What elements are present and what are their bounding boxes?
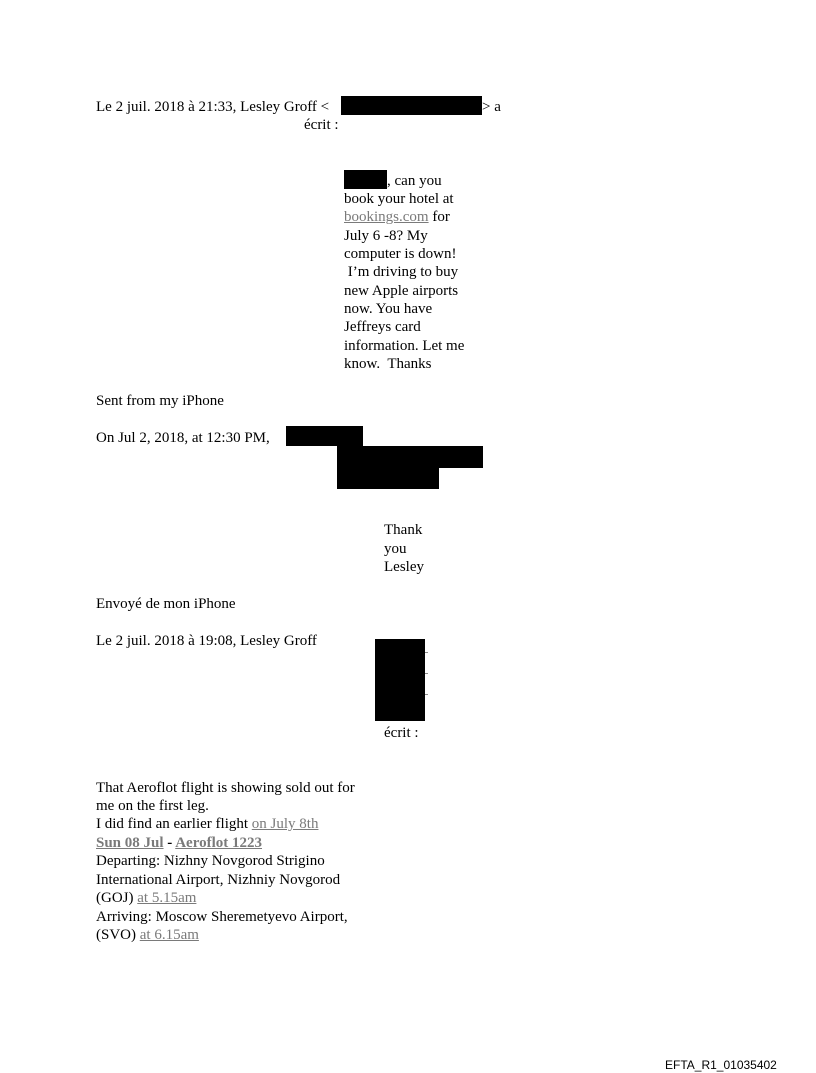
message-text: I did find an earlier flight [96,816,252,832]
message-line: information. Let me [344,338,465,354]
underline-fragment [425,652,428,653]
message-line [96,926,199,944]
message-line: I’m driving to buy [344,264,459,280]
header-text: Le 2 juil. 2018 à 21:33, Lesley Groff < [96,99,330,115]
document-id: EFTA_R1_01035402 [665,1058,777,1072]
header-ecrit: écrit : [384,725,419,741]
redaction-box [286,426,363,446]
underline-fragment [425,673,428,674]
message-line: now. You have [344,301,433,317]
message-line: Jeffreys card [344,319,421,335]
separator: - [163,835,176,851]
message-text: for [428,209,450,225]
message-line: you [384,541,407,557]
departure-time-link[interactable]: at 5.15am [137,890,197,906]
message-line: computer is down! [344,246,457,262]
header-ecrit: écrit : [304,117,339,133]
message-line: new Apple airports [344,283,459,299]
message-line: Thank [384,522,423,538]
bookings-link[interactable]: bookings.com [344,209,429,225]
message-line: International Airport, Nizhniy Novgorod [96,872,341,888]
message-line: Lesley [384,559,424,575]
message-line: me on the first leg. [96,798,209,814]
message-line: know. Thanks [344,356,432,372]
flight-line [96,834,262,852]
redaction-box [344,170,387,189]
redaction-box [337,446,439,489]
message-text: (GOJ) [96,890,138,906]
message-line: book your hotel at [344,191,454,207]
redaction-box [375,639,425,721]
arrival-time-link[interactable]: at 6.15am [139,927,199,943]
message-line: July 6 -8? My [344,228,428,244]
message-line [344,208,450,226]
message-line: Arriving: Moscow Sheremetyevo Airport, [96,909,348,925]
message-text: (SVO) [96,927,140,943]
email-header-line [96,98,329,116]
flight-number-link[interactable]: Aeroflot 1223 [175,835,263,851]
email-header-line: On Jul 2, 2018, at 12:30 PM, [96,430,270,446]
message-line [96,889,196,907]
header-suffix: > a [482,99,501,115]
email-header-line: Le 2 juil. 2018 à 19:08, Lesley Groff [96,633,317,649]
message-line: , can you [387,173,442,189]
date-link[interactable]: on July 8th [251,816,319,832]
signature: Envoyé de mon iPhone [96,596,236,612]
signature: Sent from my iPhone [96,393,224,409]
message-line: That Aeroflot flight is showing sold out for [96,780,355,796]
flight-date-link[interactable]: Sun 08 Jul [96,835,164,851]
message-line: Departing: Nizhny Novgorod Strigino [96,853,325,869]
underline-fragment [425,694,428,695]
message-line [96,815,318,833]
redaction-box [341,96,482,115]
